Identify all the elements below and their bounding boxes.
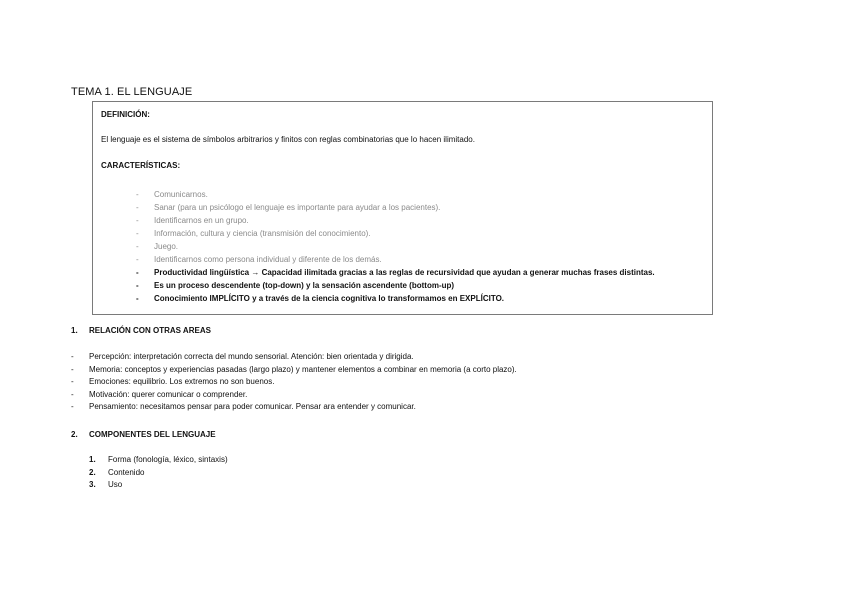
relation-list bbox=[71, 351, 517, 414]
list-item-text: Forma (fonología, léxico, sintaxis) bbox=[108, 455, 228, 464]
characteristic-item bbox=[136, 240, 655, 253]
list-item-text: Memoria: conceptos y experiencias pasadas (largo plazo) y mantener elementos a combinar en memoria (a corto plazo). bbox=[89, 364, 517, 374]
list-item-number: 1. bbox=[89, 455, 96, 464]
characteristic-text: Comunicarnos. bbox=[154, 190, 208, 199]
list-item-text: Emociones: equilibrio. Los extremos no son buenos. bbox=[89, 377, 275, 386]
characteristic-text: Identificarnos en un grupo. bbox=[154, 216, 249, 225]
bullet-dash: - bbox=[136, 268, 139, 277]
characteristic-item bbox=[136, 188, 655, 201]
characteristic-text: Sanar (para un psicólogo el lenguaje es importante para ayudar a los pacientes). bbox=[154, 203, 441, 212]
characteristic-text: Productividad lingüística → Capacidad ilimitada gracias a las reglas de recursividad que ayudan a generar muchas frases distintas. bbox=[154, 268, 655, 277]
list-item-text: Uso bbox=[108, 480, 123, 489]
bullet-dash: - bbox=[136, 190, 139, 199]
characteristic-text: Conocimiento IMPLÍCITO y a través de la ciencia cognitiva lo transformamos en EXPLÍCITO. bbox=[154, 294, 505, 303]
bullet-dash: - bbox=[136, 242, 139, 251]
characteristic-item bbox=[136, 266, 655, 279]
section-title: COMPONENTES DEL LENGUAJE bbox=[89, 430, 216, 439]
list-item-number: 2. bbox=[89, 467, 96, 477]
list-item bbox=[71, 351, 517, 364]
characteristic-text: Información, cultura y ciencia (transmisión del conocimiento). bbox=[154, 229, 371, 238]
bullet-dash: - bbox=[136, 203, 139, 212]
section-number: 2. bbox=[71, 430, 78, 439]
bullet-dash: - bbox=[71, 389, 74, 399]
section-heading-relacion bbox=[71, 326, 211, 335]
bullet-dash: - bbox=[136, 216, 139, 225]
characteristics-list bbox=[136, 188, 655, 305]
bullet-dash: - bbox=[136, 281, 139, 290]
bullet-dash: - bbox=[136, 255, 139, 264]
bullet-dash: - bbox=[136, 294, 139, 303]
list-item-text: Pensamiento: necesitamos pensar para poder comunicar. Pensar ara entender y comunicar. bbox=[89, 402, 416, 411]
bullet-dash: - bbox=[71, 352, 74, 361]
characteristic-item bbox=[136, 253, 655, 266]
list-item-text: Motivación: querer comunicar o comprender. bbox=[89, 389, 248, 399]
section-heading-componentes bbox=[71, 430, 216, 439]
characteristic-item bbox=[136, 292, 655, 305]
list-item bbox=[71, 401, 517, 414]
definition-heading: DEFINICIÓN: bbox=[101, 110, 150, 119]
list-item-text: Percepción: interpretación correcta del mundo sensorial. Atención: bien orientada y dirigida. bbox=[89, 352, 414, 361]
definition-box bbox=[92, 101, 713, 315]
bullet-dash: - bbox=[71, 402, 74, 411]
section-title: RELACIÓN CON OTRAS AREAS bbox=[89, 326, 211, 335]
characteristic-item bbox=[136, 214, 655, 227]
list-item bbox=[71, 376, 517, 389]
bullet-dash: - bbox=[136, 229, 139, 238]
characteristic-text: Juego. bbox=[154, 242, 179, 251]
list-item-text: Contenido bbox=[108, 467, 145, 477]
definition-text: El lenguaje es el sistema de símbolos arbitrarios y finitos con reglas combinatorias que lo hacen ilimitado. bbox=[101, 135, 475, 144]
components-list bbox=[89, 454, 228, 492]
characteristic-item bbox=[136, 227, 655, 240]
list-item bbox=[89, 467, 228, 480]
list-item bbox=[89, 479, 228, 492]
characteristic-text: Es un proceso descendente (top-down) y la sensación ascendente (bottom-up) bbox=[154, 281, 455, 290]
list-item bbox=[89, 454, 228, 467]
bullet-dash: - bbox=[71, 364, 74, 374]
page-title: TEMA 1. EL LENGUAJE bbox=[71, 86, 193, 98]
section-number: 1. bbox=[71, 326, 78, 335]
characteristics-heading: CARACTERÍSTICAS: bbox=[101, 161, 181, 170]
bullet-dash: - bbox=[71, 377, 74, 386]
characteristic-item bbox=[136, 201, 655, 214]
list-item-number: 3. bbox=[89, 480, 96, 489]
list-item bbox=[71, 364, 517, 377]
characteristic-text: Identificarnos como persona individual y diferente de los demás. bbox=[154, 255, 382, 264]
list-item bbox=[71, 389, 517, 402]
characteristic-item bbox=[136, 279, 655, 292]
